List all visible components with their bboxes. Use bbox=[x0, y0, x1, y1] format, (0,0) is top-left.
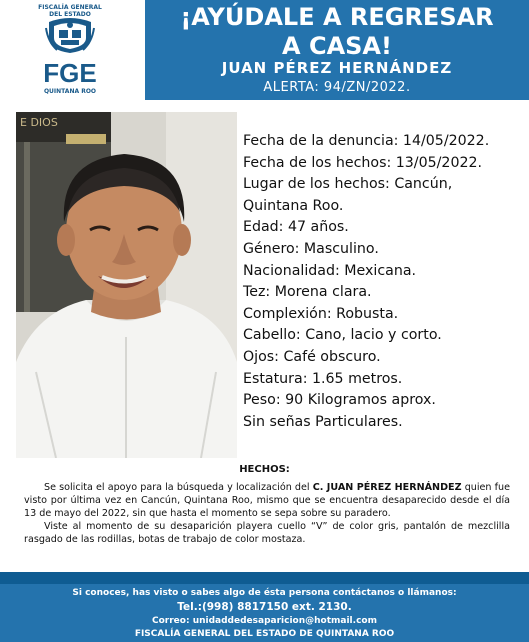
footer-stripe bbox=[0, 572, 529, 584]
quintana-roo-shield-icon bbox=[45, 16, 95, 54]
header-title-line1: ¡AYÚDALE A REGRESAR bbox=[180, 3, 494, 31]
logo-bottom-text: QUINTANA ROO bbox=[43, 88, 97, 95]
detail-nationality: Nacionalidad: Mexicana. bbox=[243, 262, 417, 279]
logo-top-text: FISCALÍA GENERAL DEL ESTADO bbox=[38, 4, 102, 18]
detail-complexion-skin: Tez: Morena clara. bbox=[243, 284, 372, 301]
detail-build: Complexión: Robusta. bbox=[243, 305, 399, 322]
detail-weight: Peso: 90 Kilogramos aprox. bbox=[243, 392, 436, 409]
detail-hair: Cabello: Cano, lacio y corto. bbox=[243, 327, 442, 344]
detail-marks: Sin señas Particulares. bbox=[243, 413, 403, 430]
footer-call-to-action: Si conoces, has visto o sabes algo de ésta persona contáctanos o llámanos: bbox=[72, 588, 457, 598]
header-title-line2: A CASA! bbox=[282, 32, 392, 60]
detail-eyes: Ojos: Café obscuro. bbox=[243, 348, 381, 365]
facts-text bbox=[24, 481, 510, 546]
logo-acronym: FGE bbox=[43, 58, 97, 88]
detail-event-date: Fecha de los hechos: 13/05/2022. bbox=[243, 154, 483, 171]
person-portrait-illustration bbox=[16, 112, 237, 458]
wall-sign-text: E DIOS bbox=[20, 116, 58, 129]
footer-institution: FISCALÍA GENERAL DEL ESTADO DE QUINTANA ROO bbox=[134, 629, 395, 639]
detail-height: Estatura: 1.65 metros. bbox=[243, 370, 403, 387]
alert-header bbox=[145, 0, 529, 100]
detail-event-place-cont: Quintana Roo. bbox=[243, 197, 344, 214]
header-title bbox=[145, 3, 529, 61]
facts-paragraph-2: Viste al momento de su desaparición playera cuello “V” de color gris, pantalón de mezclilla rasgado de las rodillas, botas de trabajo de color mostaza. bbox=[24, 521, 510, 545]
detail-gender: Género: Masculino. bbox=[243, 240, 379, 257]
facts-heading: HECHOS: bbox=[239, 464, 290, 475]
fge-logo bbox=[0, 0, 140, 100]
person-details bbox=[243, 131, 529, 433]
facts-paragraph-1: Se solicita el apoyo para la búsqueda y localización del C. JUAN PÉREZ HERNÁNDEZ quien fue visto por última vez en Cancún, Quintana Roo, mismo que se encuentra desaparecido desde el día 13 de mayo del 2022, sin que hasta el momento se sepa sobre su paradero. bbox=[24, 482, 510, 519]
missing-person-name: JUAN PÉREZ HERNÁNDEZ bbox=[221, 59, 453, 77]
missing-person-photo bbox=[16, 112, 237, 458]
detail-report-date: Fecha de la denuncia: 14/05/2022. bbox=[243, 133, 490, 149]
footer-phone: Tel.:(998) 8817150 ext. 2130. bbox=[177, 601, 352, 613]
facts-person-name: C. JUAN PÉREZ HERNÁNDEZ bbox=[312, 482, 462, 493]
detail-event-place: Lugar de los hechos: Cancún, bbox=[243, 176, 453, 193]
alert-number: ALERTA: 94/ZN/2022. bbox=[263, 80, 411, 95]
footer-email: Correo: unidaddedesaparicion@hotmail.com bbox=[152, 616, 377, 626]
detail-age: Edad: 47 años. bbox=[243, 219, 349, 236]
